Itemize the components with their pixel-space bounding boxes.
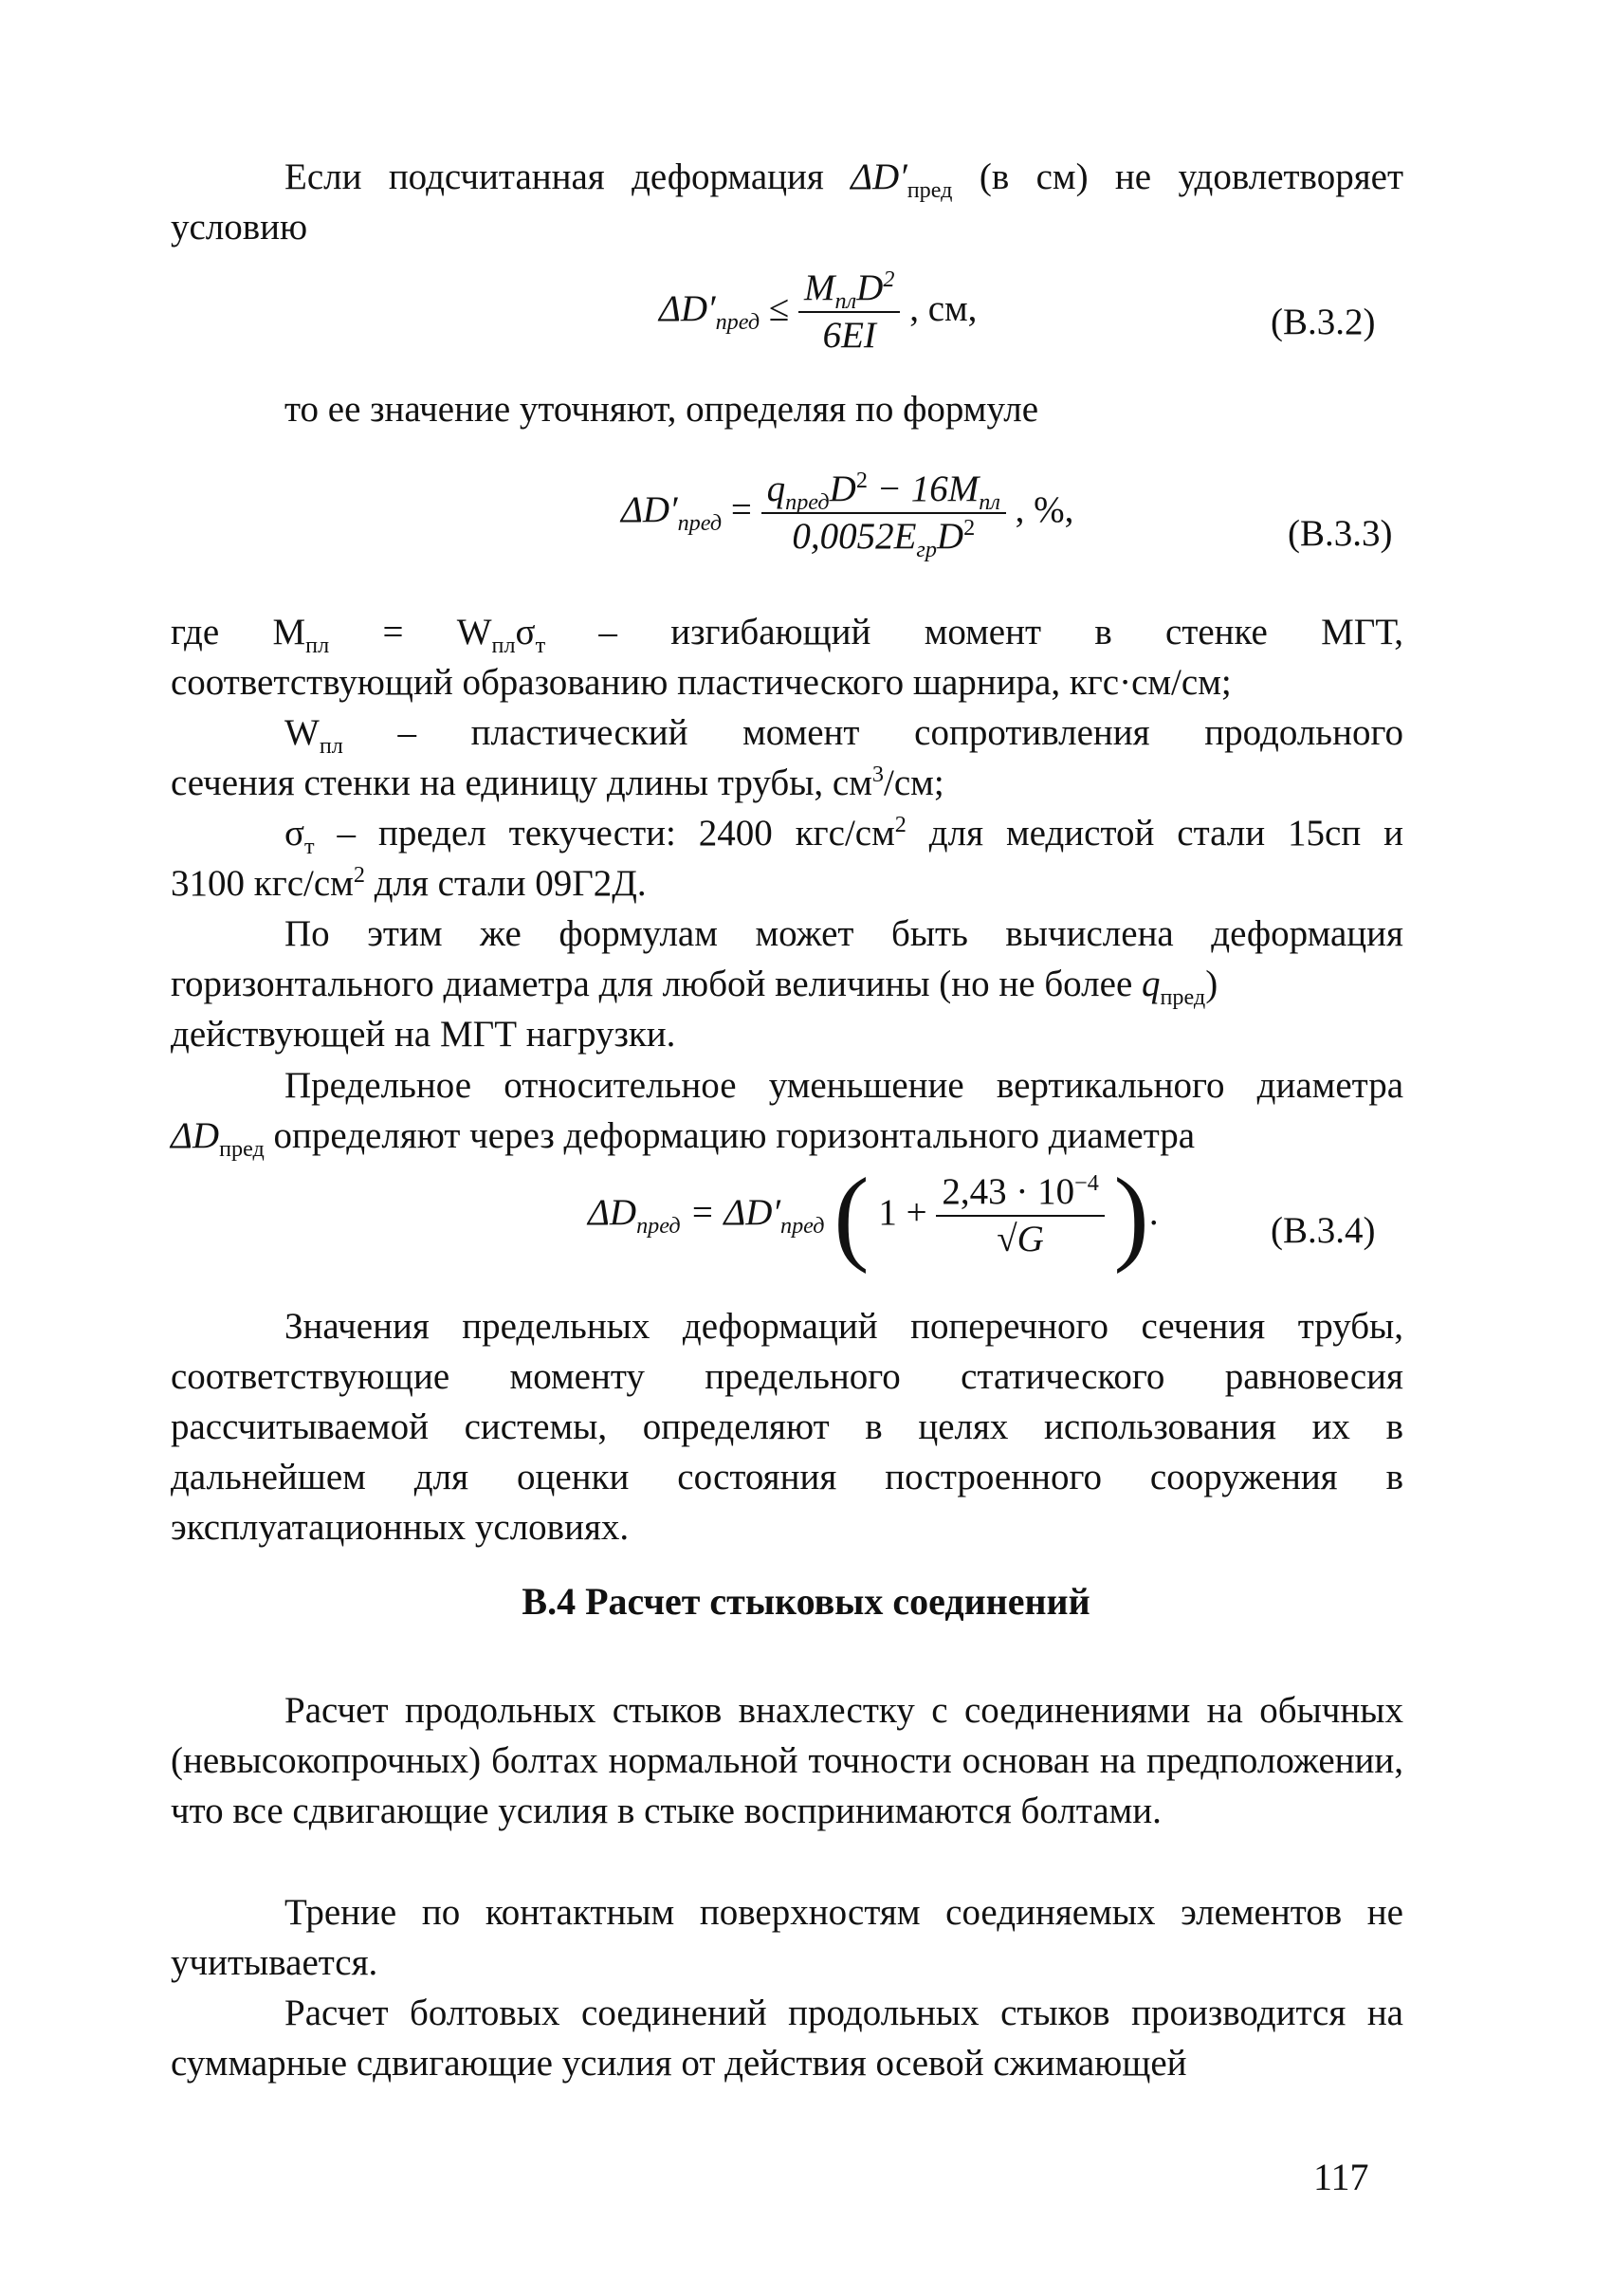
superscript: 2: [883, 266, 895, 292]
numerator: [798, 266, 900, 313]
text: – изгибающий момент в стенке МГТ,: [545, 612, 1403, 652]
text: По этим же формулам может быть вычислена деформация горизонтального диаметра для любой величины (но не более: [171, 913, 1403, 1004]
text: /см;: [884, 762, 944, 803]
subscript: т: [535, 632, 546, 658]
superscript: 2: [353, 862, 365, 888]
equation-b32: [659, 266, 977, 358]
subscript: т: [304, 833, 315, 859]
text: – предел текучести: 2400 кгс/см: [314, 813, 895, 854]
superscript: 2: [855, 468, 868, 493]
page-number: 117: [1313, 2156, 1369, 2198]
eq-lhs: ΔD: [588, 1191, 637, 1233]
numerator: [761, 467, 1006, 514]
subscript: пл: [319, 732, 343, 759]
text: условию: [171, 207, 308, 248]
text: то ее значение уточняют, определяя по формуле: [284, 389, 1039, 430]
definition-sigma: [171, 808, 1403, 858]
text: = W: [329, 612, 492, 652]
eq-one: 1 +: [878, 1191, 927, 1233]
text: Расчет продольных стыков внахлестку с соединениями на обычных (невысокопрочных) болтах нормальной точности основан на предположении, что все сдвигающие усилия в стыке воспринимаются болтами.: [171, 1690, 1403, 1831]
eq-sub: пред: [636, 1212, 681, 1239]
superscript: 2: [963, 515, 976, 541]
subscript: пред: [907, 176, 953, 203]
subscript: гр: [916, 536, 937, 562]
eq-tail: .: [1148, 1191, 1159, 1233]
equation-number: (В.3.3): [1288, 513, 1393, 554]
text: ): [1205, 964, 1218, 1004]
paren-open: (: [833, 1157, 870, 1275]
symbol-q: q: [1142, 964, 1161, 1004]
text: сечения стенки на единицу длины трубы, см: [171, 762, 872, 803]
eq-relation: =: [730, 488, 752, 530]
text: Трение по контактным поверхностям соединяемых элементов не учитывается.: [171, 1892, 1403, 1983]
paren-close: ): [1113, 1157, 1149, 1275]
fraction: [798, 266, 900, 358]
denominator: √G: [997, 1219, 1044, 1259]
paragraph-vertical: [171, 1060, 1403, 1111]
text: Предельное относительное уменьшение вертикального диаметра: [284, 1065, 1403, 1106]
paragraph-refine: [171, 384, 1403, 434]
text: (в см) не удовлетворяет: [952, 156, 1403, 197]
definition-w: [171, 707, 1403, 758]
text: 2,43 · 10: [942, 1171, 1075, 1212]
text: 3100 кгс/см: [171, 863, 354, 904]
paragraph-values: [171, 1301, 1403, 1552]
text: σ: [284, 813, 305, 854]
eq-unit: , %,: [1015, 488, 1074, 530]
symbol-delta-d: ΔD: [171, 1115, 220, 1156]
subscript: пл: [491, 632, 516, 658]
subscript: пл: [834, 287, 857, 314]
definition-moment: [171, 607, 1403, 657]
eq-sub: пред: [780, 1212, 825, 1239]
text: для стали 09Г2Д.: [364, 863, 647, 904]
text: Расчет болтовых соединений продольных стыков производится на суммарные сдвигающие усилия от действия осевой сжимающей: [171, 1993, 1403, 2084]
text: соответствующий образованию пластического шарнира, кгс·см/см;: [171, 662, 1232, 703]
paragraph-joints: [171, 1685, 1403, 1836]
definition-w-cont: [171, 758, 1403, 808]
paragraph-formulas: [171, 909, 1403, 1059]
subscript: пл: [305, 632, 330, 658]
eq-sub: пред: [715, 308, 760, 335]
subscript: пред: [219, 1135, 265, 1162]
paragraph-bolts: [171, 1988, 1403, 2088]
equation-b33: [621, 467, 1073, 560]
equation-number: (В.3.2): [1271, 302, 1376, 342]
denominator: 6EI: [822, 315, 876, 356]
numerator: [936, 1169, 1104, 1217]
subscript: пл: [979, 488, 1000, 515]
eq-lhs: ΔD′: [659, 287, 716, 329]
eq-relation: ≤: [768, 287, 790, 329]
text: D: [829, 468, 856, 509]
definition-sigma-cont: [171, 858, 1403, 909]
paragraph-friction: [171, 1887, 1403, 1988]
text: – пластический момент сопротивления продольного: [342, 712, 1403, 753]
superscript: 2: [894, 812, 907, 837]
paragraph-vertical-cont: [171, 1111, 1403, 1161]
paragraph-condition: [171, 152, 1403, 202]
text: − 16M: [867, 468, 980, 509]
text: D: [856, 267, 884, 308]
text: Значения предельных деформаций поперечного сечения трубы, соответствующие моменту предельного статического равновесия рассчитываемой системы, определяют в целях использования их в дальнейшем для оценки состояния построенного сооружения в эксплуатационных условиях.: [171, 1306, 1403, 1548]
text: 0,0052E: [792, 516, 917, 557]
text: σ: [515, 612, 536, 652]
eq-lhs: ΔD′: [621, 488, 678, 530]
denominator: [761, 514, 1006, 560]
subscript: пред: [1160, 983, 1206, 1010]
text: для медистой стали 15сп и: [906, 813, 1403, 854]
text: q: [766, 468, 786, 509]
paragraph-condition-end: [171, 202, 1403, 252]
text: определяют через деформацию горизонтального диаметра: [264, 1115, 1196, 1156]
equation-b34: [588, 1157, 1159, 1275]
text: Если подсчитанная деформация: [284, 156, 852, 197]
text: M: [804, 267, 835, 308]
symbol-delta-d: ΔD′: [851, 156, 907, 197]
fraction: [761, 467, 1006, 560]
subscript: пред: [785, 488, 830, 515]
superscript: −4: [1074, 1170, 1099, 1196]
fraction: [936, 1169, 1104, 1262]
section-heading: В.4 Расчет стыковых соединений: [522, 1580, 1090, 1623]
eq-unit: , см,: [909, 287, 978, 329]
text: действующей на МГТ нагрузки.: [171, 1014, 676, 1055]
text: D: [936, 516, 964, 557]
eq-sub: пред: [677, 509, 723, 536]
equation-number: (В.3.4): [1271, 1210, 1376, 1251]
definition-moment-cont: [171, 657, 1403, 707]
text: W: [284, 712, 320, 753]
text: где M: [171, 612, 306, 652]
superscript: 3: [871, 762, 885, 787]
eq-relation: = ΔD′: [689, 1191, 780, 1233]
